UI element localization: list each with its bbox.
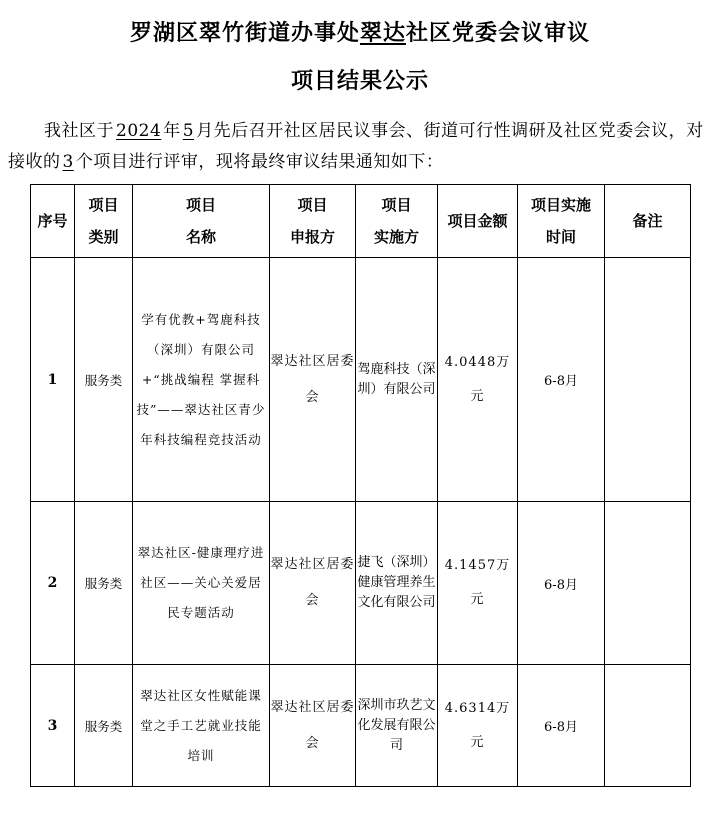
row-applicant: 翠达社区居委会: [270, 665, 356, 787]
table-row: [31, 258, 691, 502]
row-no: 1: [31, 258, 75, 502]
row-type: 服务类: [75, 502, 133, 665]
row-type: 服务类: [75, 665, 133, 787]
table-header-row: [31, 185, 691, 258]
row-amount: 4.1457万元: [438, 502, 518, 665]
row-period: 6-8月: [518, 665, 605, 787]
row-note: [605, 502, 691, 665]
row-type: 服务类: [75, 258, 133, 502]
row-implementer: 驾鹿科技（深圳）有限公司: [356, 258, 438, 502]
results-table: [30, 184, 691, 787]
row-name: 翠达社区-健康理疗进社区——关心关爱居民专题活动: [133, 502, 270, 665]
row-applicant: 翠达社区居委会: [270, 258, 356, 502]
row-note: [605, 258, 691, 502]
intro-month: 5: [182, 121, 195, 141]
row-period: 6-8月: [518, 502, 605, 665]
intro-paragraph: 我社区于 2024 年 5 月先后召开社区居民议事会、街道可行性调研及社区党委会议，对接收的 3 个项目进行评审，现将最终审议结果通知如下：: [8, 121, 704, 172]
row-name: 翠达社区女性赋能课堂之手工艺就业技能培训: [133, 665, 270, 787]
row-no: 2: [31, 502, 75, 665]
row-amount: 4.0448万元: [438, 258, 518, 502]
header-amount: 项目金额: [438, 185, 518, 258]
header-applicant: 项目 申报方: [270, 185, 356, 258]
header-period: 项目实施 时间: [518, 185, 605, 258]
document-title-line1: 罗湖区翠竹街道办事处翠达社区党委会议审议: [129, 20, 591, 46]
header-name: 项目 名称: [133, 185, 270, 258]
row-period: 6-8月: [518, 258, 605, 502]
row-implementer: 深圳市玖艺文化发展有限公司: [356, 665, 438, 787]
document-title-line2: 项目结果公示: [290, 68, 429, 94]
title-underlined-community: 翠达: [359, 20, 406, 46]
row-name: 学有优教+驾鹿科技（深圳）有限公司+“挑战编程 掌握科技”——翠达社区青少年科技编程竞技活动: [133, 258, 270, 502]
header-no: 序号: [31, 185, 75, 258]
header-implementer: 项目 实施方: [356, 185, 438, 258]
row-applicant: 翠达社区居委会: [270, 502, 356, 665]
header-type: 项目 类别: [75, 185, 133, 258]
table-row: [31, 502, 691, 665]
header-note: 备注: [605, 185, 691, 258]
intro-count: 3: [62, 152, 74, 172]
row-no: 3: [31, 665, 75, 787]
row-amount: 4.6314万元: [438, 665, 518, 787]
row-implementer: 捷飞（深圳）健康管理养生文化有限公司: [356, 502, 438, 665]
table-row: [31, 665, 691, 787]
intro-year: 2024: [116, 121, 162, 141]
row-note: [605, 665, 691, 787]
